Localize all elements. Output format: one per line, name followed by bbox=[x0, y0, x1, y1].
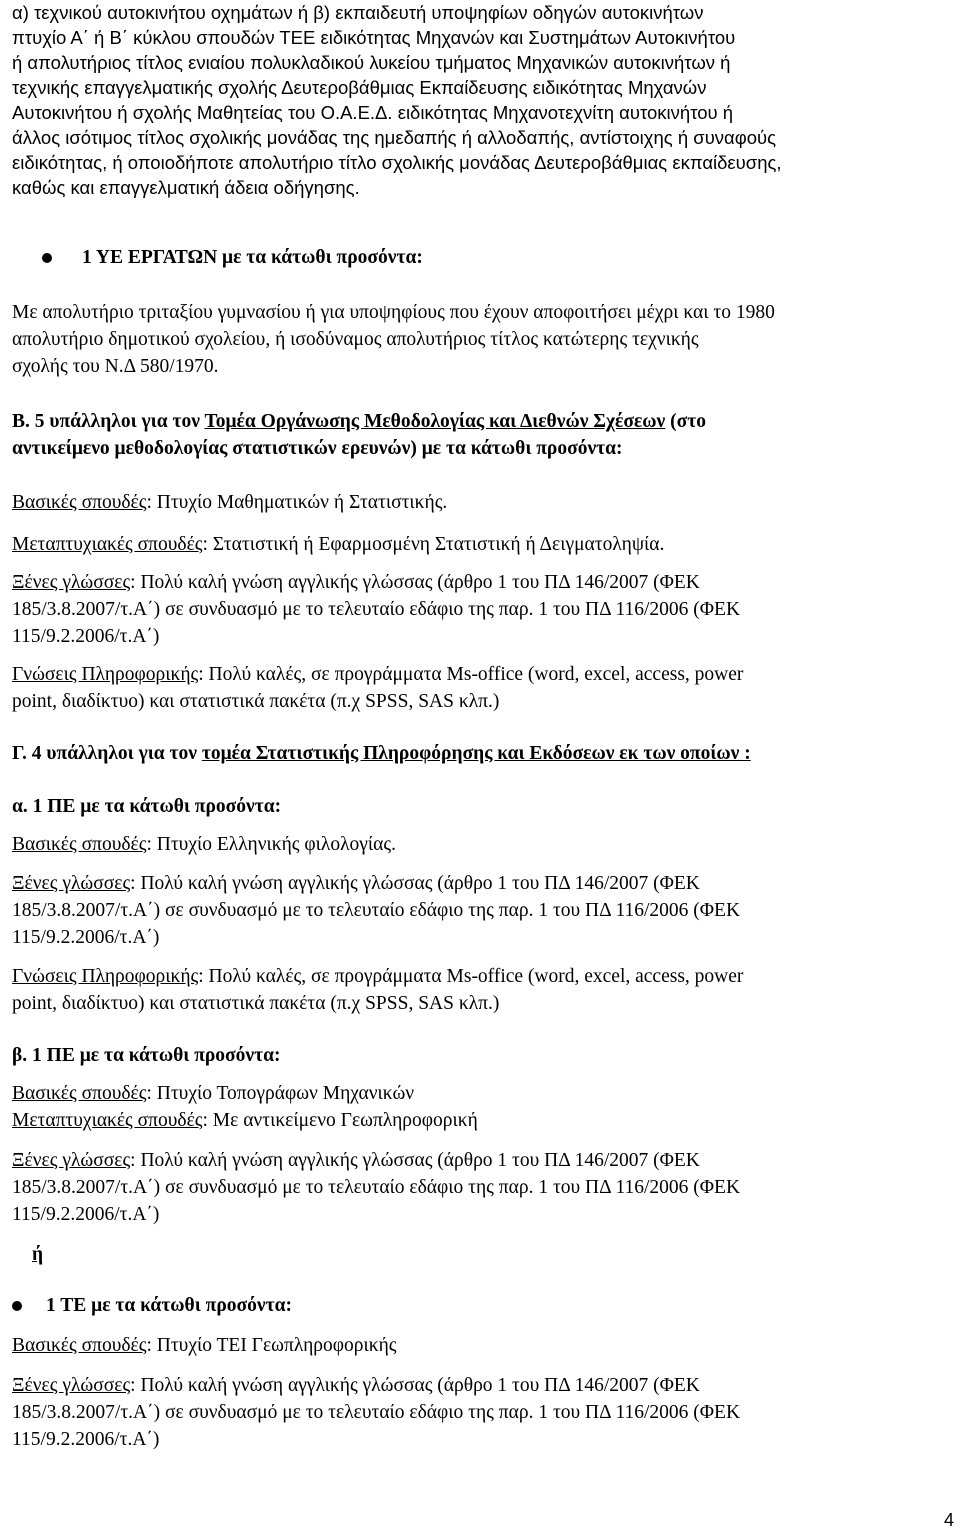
postgrad-studies-label: Μεταπτυχιακές σπουδές bbox=[12, 1110, 203, 1131]
ye-line: Με απολυτήριο τριταξίου γυμνασίου ή για υποψηφίους που έχουν αποφοιτήσει μέχρι και το 1980 bbox=[12, 302, 775, 323]
languages-line: 115/9.2.2006/τ.Α΄) bbox=[12, 1429, 160, 1450]
languages-line: 185/3.8.2007/τ.Α΄) σε συνδυασμό με το τελευταίο εδάφιο της παρ. 1 του ΠΔ 116/2006 (ΦΕΚ bbox=[12, 900, 741, 921]
intro-line: τεχνικής επαγγελματικής σχολής Δευτεροβάθμιας Εκπαίδευσης ειδικότητας Μηχανών bbox=[12, 77, 707, 98]
bullet-icon bbox=[12, 1301, 22, 1311]
languages-line: 115/9.2.2006/τ.Α΄) bbox=[12, 927, 160, 948]
intro-paragraph bbox=[12, 0, 952, 200]
te-languages bbox=[12, 1372, 952, 1453]
intro-line: καθώς και επαγγελματική άδεια οδήγησης. bbox=[12, 177, 360, 198]
basic-studies-value: : Πτυχίο Τοπογράφων Μηχανικών bbox=[146, 1083, 415, 1104]
it-skills-label: Γνώσεις Πληροφορικής bbox=[12, 664, 199, 685]
it-skills-value: : Πολύ καλές, σε προγράμματα Ms-office (word, excel, access, power bbox=[198, 664, 744, 685]
it-skills-line: point, διαδίκτυο) και στατιστικά πακέτα (π.χ SPSS, SAS κλπ.) bbox=[12, 691, 500, 712]
subsection-a-languages bbox=[12, 870, 952, 951]
section-b-prefix: Β. 5 υπάλληλοι για τον bbox=[12, 411, 205, 432]
languages-value: : Πολύ καλή γνώση αγγλικής γλώσσας (άρθρο 1 του ΠΔ 146/2007 (ΦΕΚ bbox=[130, 572, 700, 593]
section-b-line2: αντικείμενο μεθοδολογίας στατιστικών ερευνών) με τα κάτωθι προσόντα: bbox=[12, 438, 623, 459]
or-separator: ή bbox=[32, 1244, 44, 1265]
subsection-b-heading: β. 1 ΠΕ με τα κάτωθι προσόντα: bbox=[12, 1045, 281, 1066]
languages-line: 185/3.8.2007/τ.Α΄) σε συνδυασμό με το τελευταίο εδάφιο της παρ. 1 του ΠΔ 116/2006 (ΦΕΚ bbox=[12, 1402, 741, 1423]
section-b-heading bbox=[12, 408, 952, 462]
languages-line: 115/9.2.2006/τ.Α΄) bbox=[12, 626, 160, 647]
languages-line: 185/3.8.2007/τ.Α΄) σε συνδυασμό με το τελευταίο εδάφιο της παρ. 1 του ΠΔ 116/2006 (ΦΕΚ bbox=[12, 1177, 741, 1198]
languages-value: : Πολύ καλή γνώση αγγλικής γλώσσας (άρθρο 1 του ΠΔ 146/2007 (ΦΕΚ bbox=[130, 1150, 700, 1171]
section-g-heading bbox=[12, 740, 952, 767]
languages-label: Ξένες γλώσσες bbox=[12, 1150, 131, 1171]
bullet-icon bbox=[42, 253, 52, 263]
section-b-it bbox=[12, 661, 952, 715]
section-b-basic bbox=[12, 489, 952, 516]
postgrad-studies-value: : Με αντικείμενο Γεωπληροφορική bbox=[202, 1110, 478, 1131]
section-b-post bbox=[12, 531, 952, 558]
intro-line: α) τεχνικού αυτοκινήτου οχημάτων ή β) εκπαιδευτή υποψηφίων οδηγών αυτοκινήτων bbox=[12, 2, 704, 23]
ye-line: απολυτήριο δημοτικού σχολείου, ή ισοδύναμος απολυτήριος τίτλος κατώτερης τεχνικής bbox=[12, 329, 699, 350]
intro-line: πτυχίο Α΄ ή Β΄ κύκλου σπουδών ΤΕΕ ειδικότητας Μηχανών και Συστημάτων Αυτοκινήτου bbox=[12, 27, 736, 48]
section-g-sector: τομέα Στατιστικής Πληροφόρησης και Εκδόσεων εκ των οποίων : bbox=[201, 743, 751, 764]
intro-line: άλλος ισότιμος τίτλος σχολικής μονάδας της ημεδαπής ή αλλοδαπής, αντίστοιχης ή συναφούς bbox=[12, 127, 777, 148]
basic-studies-value: : Πτυχίο Μαθηματικών ή Στατιστικής. bbox=[146, 492, 448, 513]
basic-studies-label: Βασικές σπουδές bbox=[12, 1335, 147, 1356]
it-skills-label: Γνώσεις Πληροφορικής bbox=[12, 966, 199, 987]
languages-line: 185/3.8.2007/τ.Α΄) σε συνδυασμό με το τελευταίο εδάφιο της παρ. 1 του ΠΔ 116/2006 (ΦΕΚ bbox=[12, 599, 741, 620]
subsection-b-languages bbox=[12, 1147, 952, 1228]
subsection-a-it bbox=[12, 963, 952, 1017]
section-b-sector: Τομέα Οργάνωσης Μεθοδολογίας και Διεθνών Σχέσεων bbox=[204, 411, 666, 432]
subsection-a-heading: α. 1 ΠΕ με τα κάτωθι προσόντα: bbox=[12, 796, 282, 817]
subsection-b-studies bbox=[12, 1080, 952, 1134]
it-skills-value: : Πολύ καλές, σε προγράμματα Ms-office (word, excel, access, power bbox=[198, 966, 744, 987]
languages-value: : Πολύ καλή γνώση αγγλικής γλώσσας (άρθρο 1 του ΠΔ 146/2007 (ΦΕΚ bbox=[130, 873, 700, 894]
languages-line: 115/9.2.2006/τ.Α΄) bbox=[12, 1204, 160, 1225]
basic-studies-label: Βασικές σπουδές bbox=[12, 1083, 147, 1104]
section-g-prefix: Γ. 4 υπάλληλοι για τον bbox=[12, 743, 202, 764]
section-b-suffix: (στο bbox=[665, 411, 706, 432]
languages-label: Ξένες γλώσσες bbox=[12, 873, 131, 894]
subsection-a-basic bbox=[12, 831, 952, 858]
intro-line: ή απολυτήριος τίτλος ενιαίου πολυκλαδικού λυκείου τμήματος Μηχανικών αυτοκινήτων ή bbox=[12, 52, 731, 73]
ye-heading: 1 ΥΕ ΕΡΓΑΤΩΝ με τα κάτωθι προσόντα: bbox=[82, 247, 423, 268]
basic-studies-value: : Πτυχίο ΤΕΙ Γεωπληροφορικής bbox=[146, 1335, 397, 1356]
basic-studies-label: Βασικές σπουδές bbox=[12, 834, 147, 855]
basic-studies-label: Βασικές σπουδές bbox=[12, 492, 147, 513]
intro-line: Αυτοκινήτου ή σχολής Μαθητείας του Ο.Α.Ε.Δ. ειδικότητας Μηχανοτεχνίτη αυτοκινήτου ή bbox=[12, 102, 734, 123]
section-b-languages bbox=[12, 569, 952, 650]
ye-line: σχολής του Ν.Δ 580/1970. bbox=[12, 356, 219, 377]
intro-line: ειδικότητας, ή οποιοδήποτε απολυτήριο τίτλο σχολικής μονάδας Δευτεροβάθμιας εκπαίδευσης, bbox=[12, 152, 782, 173]
basic-studies-value: : Πτυχίο Ελληνικής φιλολογίας. bbox=[146, 834, 396, 855]
page-number: 4 bbox=[943, 1510, 954, 1530]
languages-value: : Πολύ καλή γνώση αγγλικής γλώσσας (άρθρο 1 του ΠΔ 146/2007 (ΦΕΚ bbox=[130, 1375, 700, 1396]
ye-paragraph bbox=[12, 299, 952, 380]
languages-label: Ξένες γλώσσες bbox=[12, 572, 131, 593]
languages-label: Ξένες γλώσσες bbox=[12, 1375, 131, 1396]
postgrad-studies-label: Μεταπτυχιακές σπουδές bbox=[12, 534, 203, 555]
te-basic bbox=[12, 1332, 952, 1359]
te-heading: 1 ΤΕ με τα κάτωθι προσόντα: bbox=[46, 1295, 292, 1316]
it-skills-line: point, διαδίκτυο) και στατιστικά πακέτα (π.χ SPSS, SAS κλπ.) bbox=[12, 993, 500, 1014]
postgrad-studies-value: : Στατιστική ή Εφαρμοσμένη Στατιστική ή Δειγματοληψία. bbox=[202, 534, 665, 555]
